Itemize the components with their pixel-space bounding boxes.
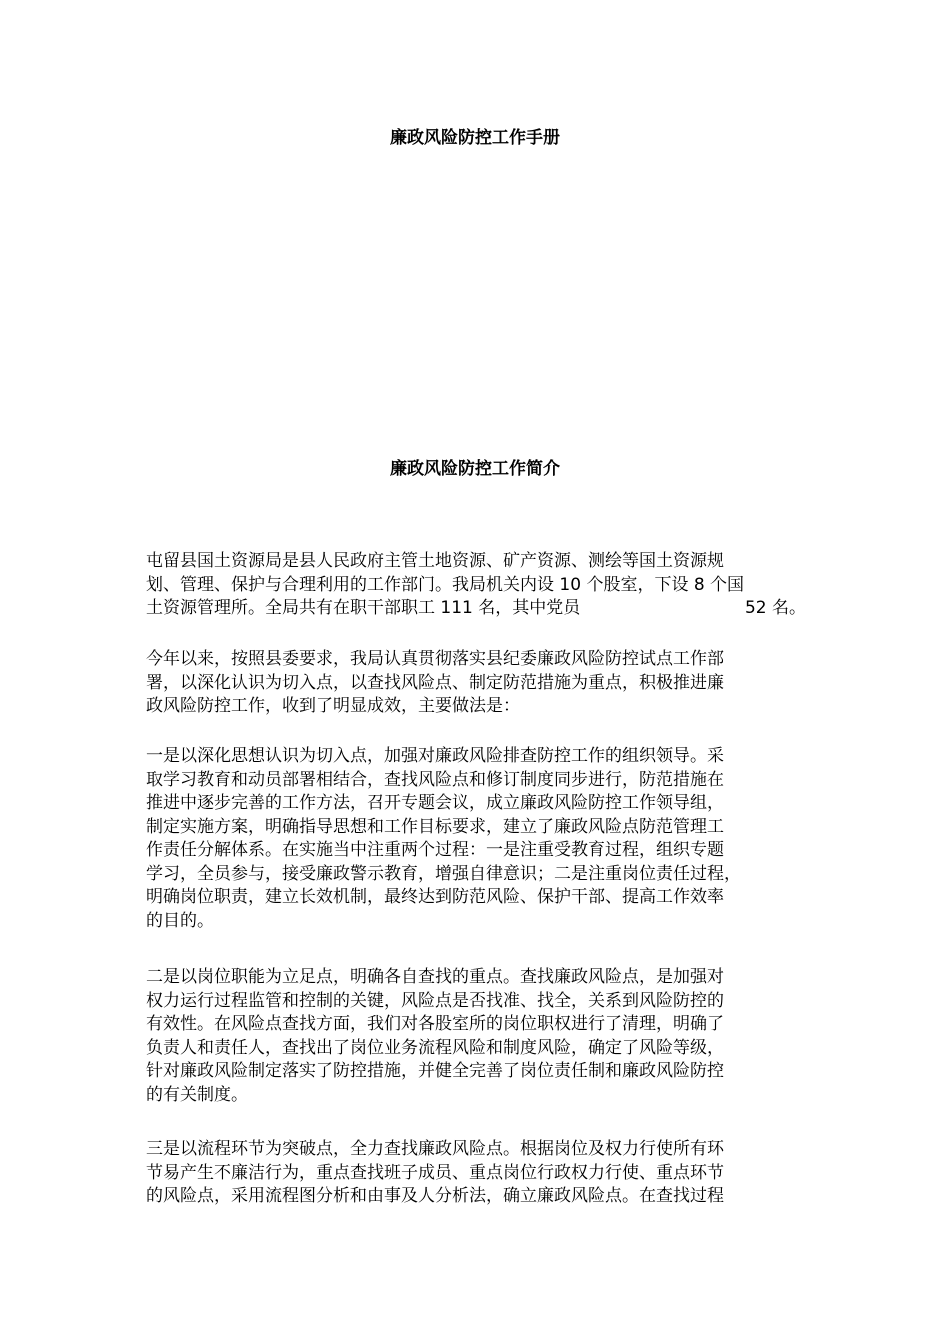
paragraph-line: 一是以深化思想认识为切入点，加强对廉政风险排查防控工作的组织领导。采	[146, 746, 724, 766]
paragraph-line: 政风险防控工作，收到了明显成效，主要做法是：	[146, 696, 520, 716]
paragraph-line: 作责任分解体系。在实施当中注重两个过程：一是注重受教育过程，组织专题	[146, 840, 724, 860]
paragraph-line: 的风险点，采用流程图分析和由事及人分析法，确立廉政风险点。在查找过程	[146, 1186, 724, 1206]
paragraph-line: 的有关制度。	[146, 1084, 248, 1105]
paragraph-line: 的目的。	[146, 910, 214, 931]
document-title: 廉政风险防控工作手册	[390, 128, 560, 148]
paragraph-5	[146, 1138, 806, 1209]
paragraph-line: 取学习教育和动员部署相结合，查找风险点和修订制度同步进行，防范措施在	[146, 769, 724, 790]
paragraph-4	[146, 966, 806, 1107]
paragraph-line: 屯留县国土资源局是县人民政府主管土地资源、矿产资源、测绘等国土资源规	[146, 551, 724, 571]
paragraph-line: 三是以流程环节为突破点，全力查找廉政风险点。根据岗位及权力行使所有环	[146, 1139, 724, 1159]
paragraph-line-left: 土资源管理所。全局共有在职干部职工 111 名，其中党员	[146, 598, 581, 618]
section-title: 廉政风险防控工作简介	[390, 459, 560, 479]
paragraph-line: 制定实施方案，明确指导思想和工作目标要求，建立了廉政风险点防范管理工	[146, 816, 724, 837]
paragraph-line: 划、管理、保护与合理利用的工作部门。我局机关内设 10 个股室，下设 8 个国	[146, 574, 745, 595]
paragraph-line: 推进中逐步完善的工作方法，召开专题会议，成立廉政风险防控工作领导组，	[146, 793, 724, 813]
paragraph-line: 二是以岗位职能为立足点，明确各自查找的重点。查找廉政风险点，是加强对	[146, 967, 724, 987]
paragraph-line: 学习，全员参与，接受廉政警示教育，增强自律意识；二是注重岗位责任过程，	[146, 863, 741, 884]
paragraph-line: 署，以深化认识为切入点，以查找风险点、制定防范措施为重点，积极推进廉	[146, 672, 724, 693]
paragraph-line	[146, 597, 806, 621]
paragraph-line: 针对廉政风险制定落实了防控措施，并健全完善了岗位责任制和廉政风险防控	[146, 1061, 724, 1081]
paragraph-line: 今年以来，按照县委要求，我局认真贯彻落实县纪委廉政风险防控试点工作部	[146, 649, 724, 669]
paragraph-1	[146, 550, 806, 621]
paragraph-line: 节易产生不廉洁行为，重点查找班子成员、重点岗位行政权力行使、重点环节	[146, 1162, 724, 1183]
paragraph-line: 负责人和责任人，查找出了岗位业务流程风险和制度风险，确定了风险等级，	[146, 1037, 724, 1058]
paragraph-line: 权力运行过程监管和控制的关键，风险点是否找准、找全，关系到风险防控的	[146, 990, 724, 1011]
paragraph-2	[146, 648, 806, 719]
paragraph-line: 有效性。在风险点查找方面，我们对各股室所的岗位职权进行了清理，明确了	[146, 1014, 724, 1034]
paragraph-3	[146, 745, 806, 933]
paragraph-line: 明确岗位职责，建立长效机制，最终达到防范风险、保护干部、提高工作效率	[146, 887, 724, 907]
paragraph-line-right: 52 名。	[744, 598, 806, 618]
